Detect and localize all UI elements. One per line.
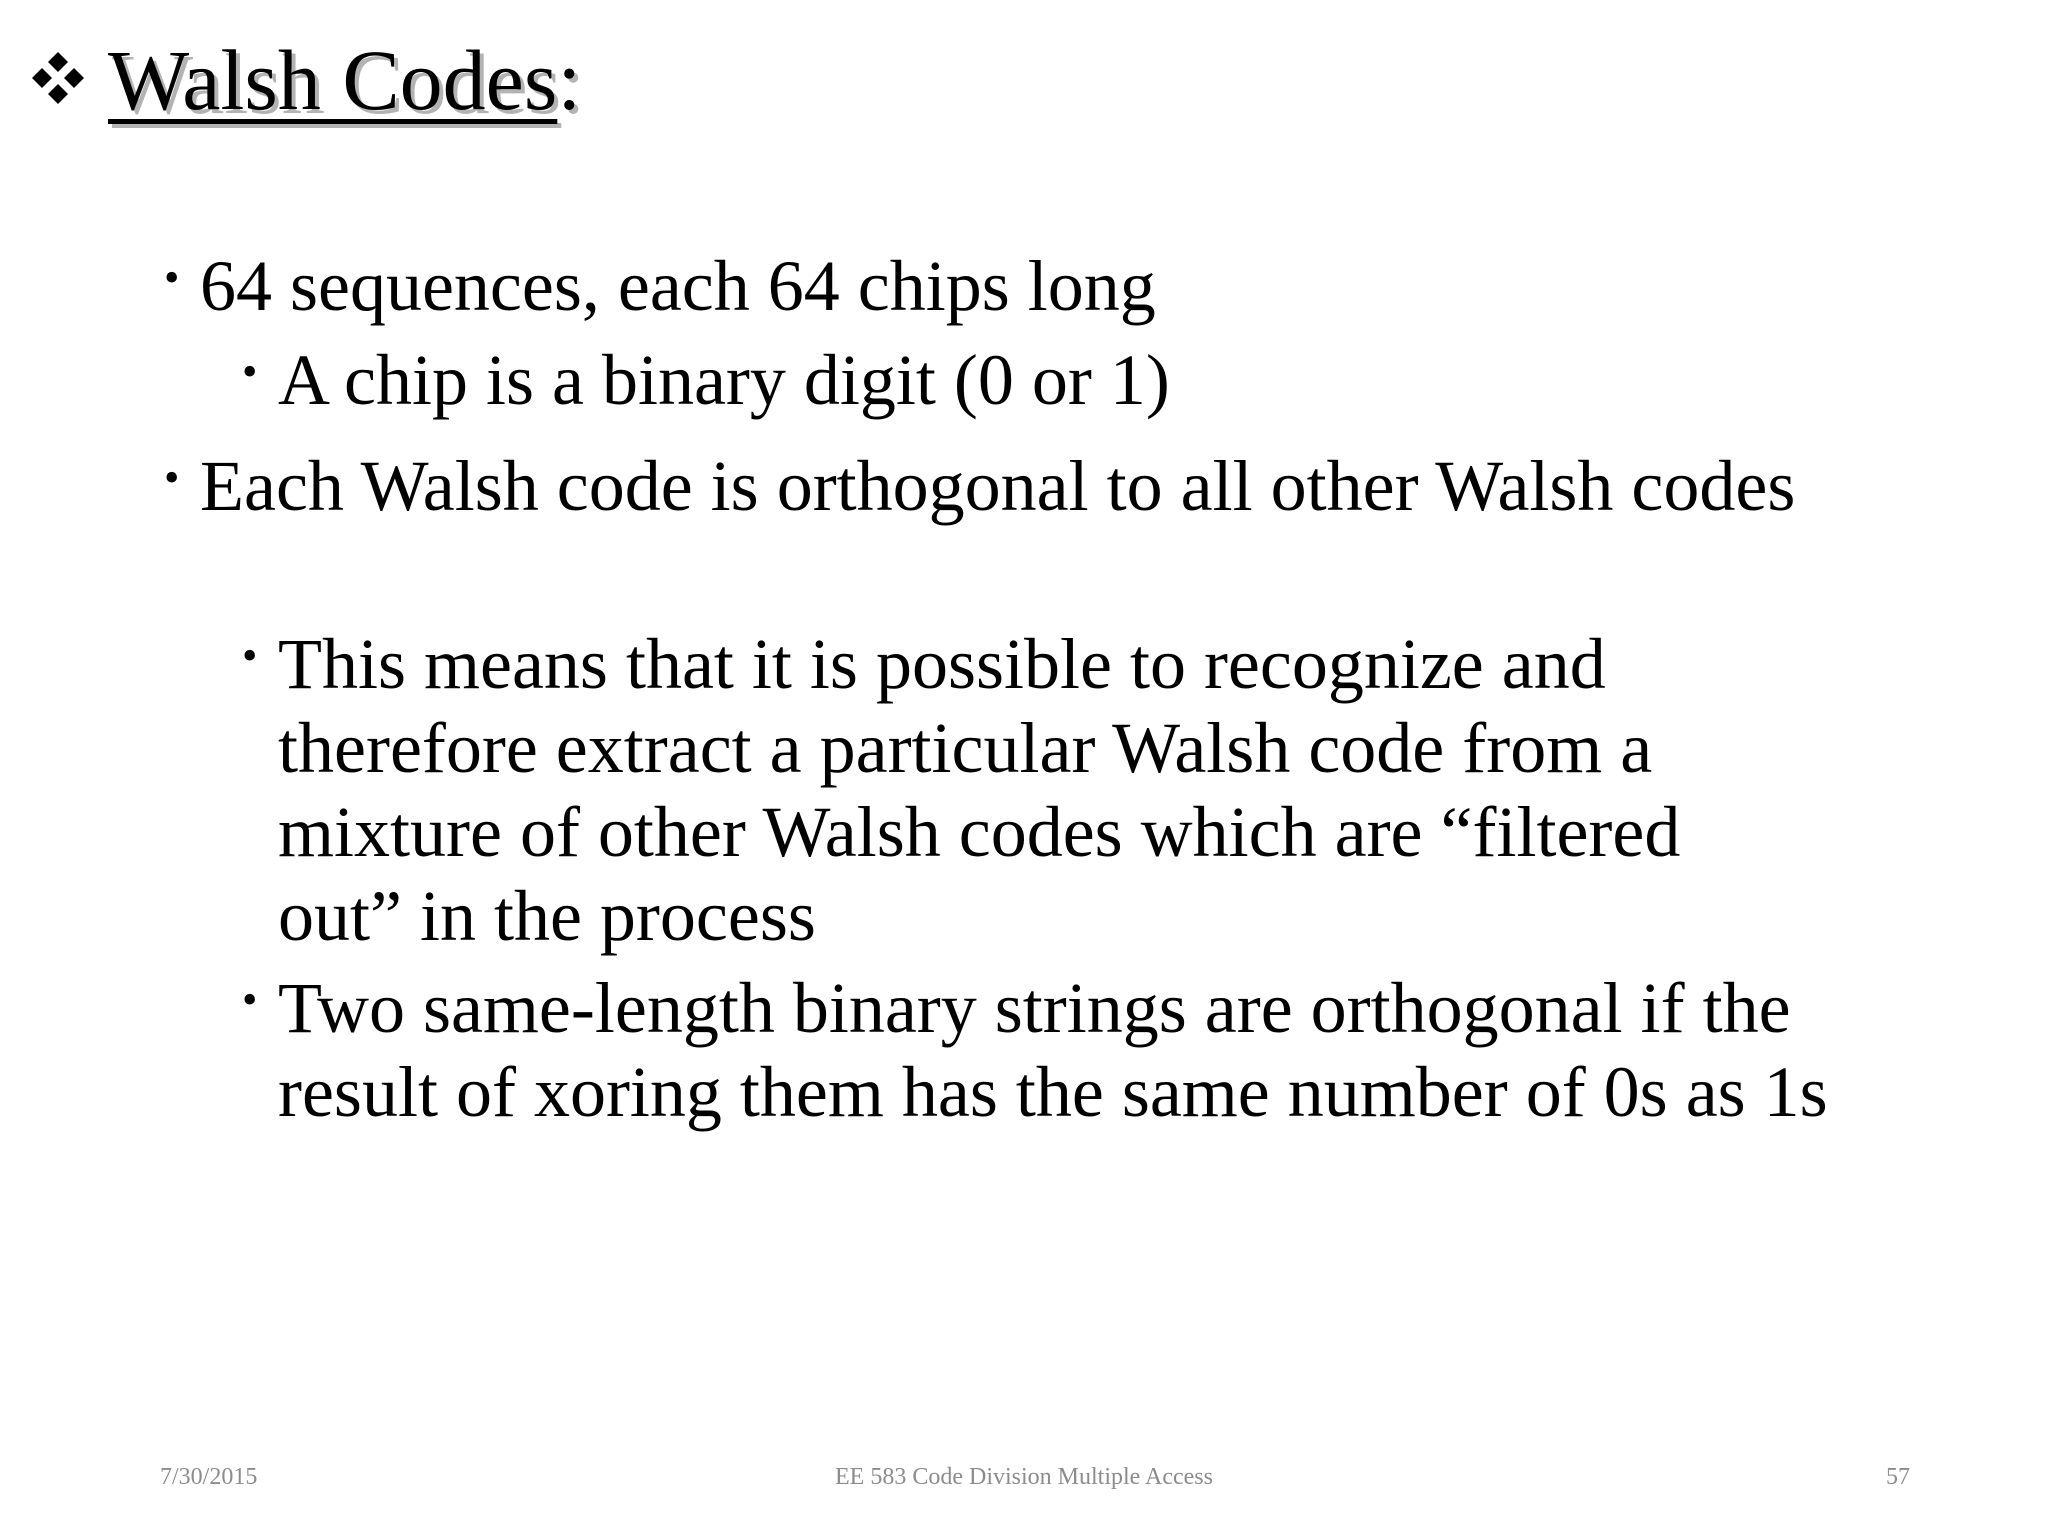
sub-bullet-item [242,966,1918,1134]
bullet-text: A chip is a binary digit (0 or 1) [278,340,1170,420]
bullet-item [164,244,1900,328]
footer-date: 7/30/2015 [160,1464,258,1490]
footer-page-number: 57 [1886,1464,1910,1490]
bullet-text: Each Walsh code is orthogonal to all other Walsh codes [200,446,1796,526]
bullet-text: Two same-length binary strings are orthogonal if the result of xoring them has the same number of 0s as 1s [278,968,1828,1132]
bullet-dot-icon: • [242,975,258,1024]
slide-title-row [28,40,88,108]
slide-title-text: Walsh Codes [108,32,558,128]
four-diamonds-bullet-icon [28,48,88,108]
slide-title-colon: : [557,32,582,128]
bullet-item [164,444,1900,528]
bullet-dot-icon: • [242,631,258,680]
sub-bullet-item [242,338,1918,422]
footer-course-title: EE 583 Code Division Multiple Access [835,1464,1213,1490]
bullet-dot-icon: • [164,253,180,302]
sub-bullet-item [242,622,1818,958]
bullet-text: This means that it is possible to recognize and therefore extract a particular Walsh code from a mixture of other Walsh codes which are “filtered out” in the process [278,624,1681,956]
bullet-text: 64 sequences, each 64 chips long [200,246,1156,326]
slide-title [108,30,581,130]
bullet-dot-icon: • [242,347,258,396]
bullet-dot-icon: • [164,453,180,502]
